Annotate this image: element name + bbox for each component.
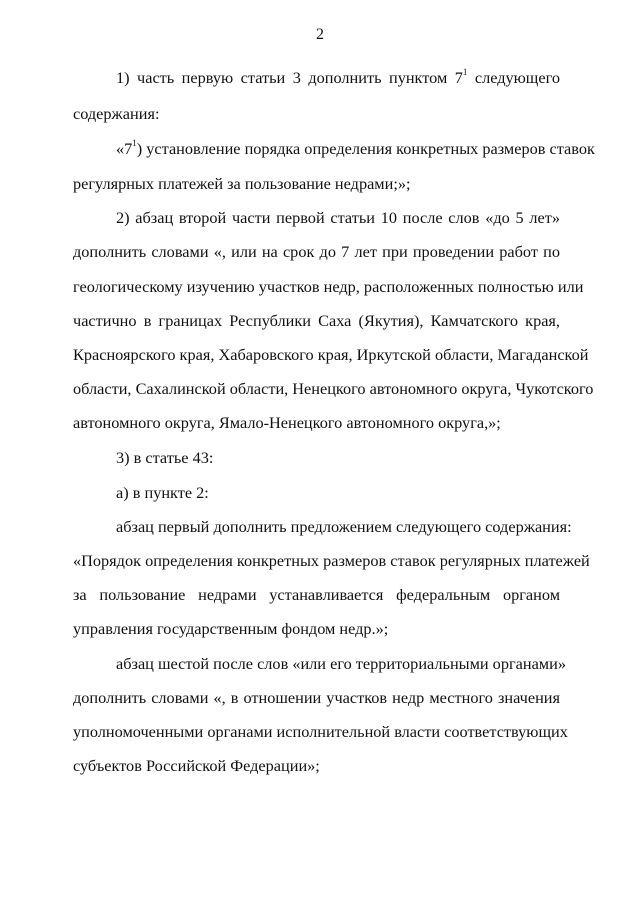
- text-segment: 1) часть первую статьи 3 дополнить пунктом 7: [116, 68, 463, 87]
- page-number: 2: [316, 26, 324, 43]
- text-line: субъектов Российской Федерации»;: [73, 756, 320, 775]
- text-line: дополнить словами «, или на срок до 7 лет при проведении работ по: [73, 242, 560, 261]
- text-line: содержания:: [73, 104, 160, 123]
- text-segment: «7: [116, 139, 133, 158]
- text-line: дополнить словами «, в отношении участков недр местного значения: [73, 688, 560, 707]
- text-line: за пользование недрами устанавливается федеральным органом: [73, 585, 560, 604]
- text-line: Красноярского края, Хабаровского края, Иркутской области, Магаданской: [73, 345, 589, 364]
- text-line: частично в границах Республики Саха (Якутия), Камчатского края,: [73, 311, 560, 330]
- text-line: [116, 68, 560, 88]
- superscript: 1: [462, 66, 468, 77]
- text-line: автономного округа, Ямало-Ненецкого автономного округа,»;: [73, 413, 501, 432]
- text-line: геологическому изучению участков недр, расположенных полностью или: [73, 277, 584, 296]
- text-line: «Порядок определения конкретных размеров ставок регулярных платежей: [73, 551, 590, 570]
- text-line: области, Сахалинской области, Ненецкого автономного округа, Чукотского: [73, 379, 594, 398]
- text-line: 3) в статье 43:: [116, 448, 214, 467]
- superscript: 1: [132, 137, 137, 148]
- text-line: регулярных платежей за пользование недрами;»;: [73, 174, 411, 193]
- text-line: 2) абзац второй части первой статьи 10 после слов «до 5 лет»: [116, 208, 560, 227]
- text-line: уполномоченными органами исполнительной власти соответствующих: [73, 722, 568, 741]
- text-line: [116, 137, 595, 159]
- text-line: а) в пункте 2:: [116, 483, 209, 502]
- text-segment: ) установление порядка определения конкретных размеров ставок: [136, 139, 595, 158]
- text-line: управления государственным фондом недр.»;: [73, 619, 389, 638]
- text-segment: следующего: [467, 68, 560, 87]
- text-line: абзац первый дополнить предложением следующего содержания:: [116, 517, 572, 536]
- text-line: абзац шестой после слов «или его территориальными органами»: [116, 654, 566, 673]
